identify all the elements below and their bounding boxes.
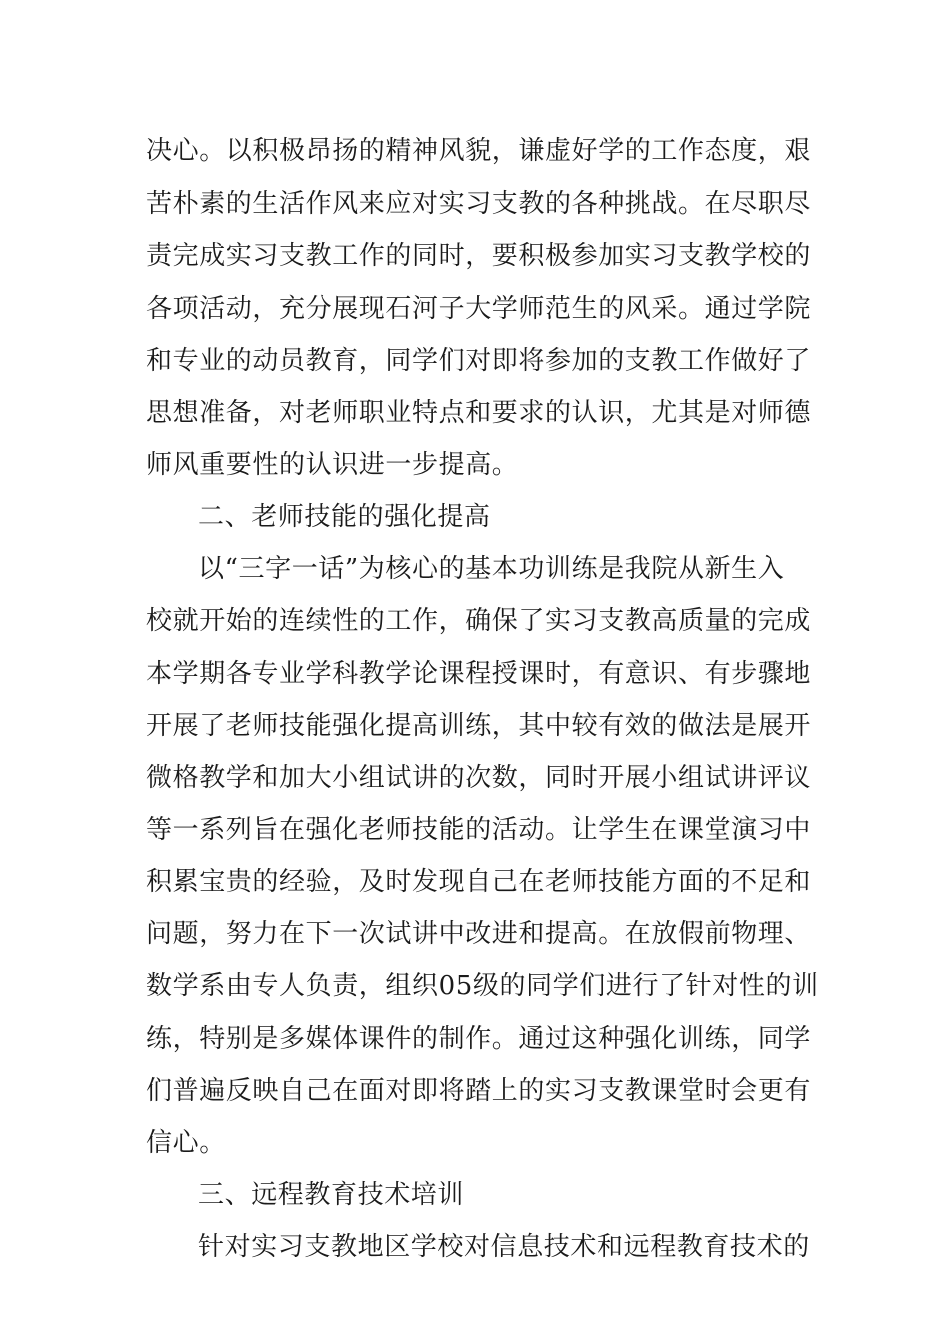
section-heading: 三、远程教育技术培训 xyxy=(198,1180,465,1210)
paragraph-line: 开展了老师技能强化提高训练，其中较有效的做法是展开 xyxy=(146,711,812,741)
paragraph-line: 数学系由专人负责，组织05级的同学们进行了针对性的训 xyxy=(146,971,819,1001)
paragraph-line: 责完成实习支教工作的同时，要积极参加实习支教学校的 xyxy=(146,241,812,271)
paragraph-line: 和专业的动员教育，同学们对即将参加的支教工作做好了 xyxy=(146,346,812,376)
paragraph-line: 苦朴素的生活作风来应对实习支教的各种挑战。在尽职尽 xyxy=(146,189,812,219)
paragraph-line: 各项活动，充分展现石河子大学师范生的风采。通过学院 xyxy=(146,294,812,324)
paragraph-line: 问题，努力在下一次试讲中改进和提高。在放假前物理、 xyxy=(146,919,812,949)
paragraph-line: 针对实习支教地区学校对信息技术和远程教育技术的 xyxy=(198,1232,810,1262)
paragraph-line: 决心。以积极昂扬的精神风貌，谦虚好学的工作态度，艰 xyxy=(146,136,812,166)
paragraph-line: 思想准备，对老师职业特点和要求的认识，尤其是对师德 xyxy=(146,398,812,428)
section-heading: 二、老师技能的强化提高 xyxy=(198,502,491,532)
paragraph-line: 信心。 xyxy=(146,1128,226,1158)
paragraph-line: 校就开始的连续性的工作，确保了实习支教高质量的完成 xyxy=(146,606,812,636)
paragraph-line: 们普遍反映自己在面对即将踏上的实习支教课堂时会更有 xyxy=(146,1076,812,1106)
paragraph-line: 微格教学和加大小组试讲的次数，同时开展小组试讲评议 xyxy=(146,763,812,793)
paragraph-line: 本学期各专业学科教学论课程授课时，有意识、有步骤地 xyxy=(146,659,812,689)
paragraph-line: 积累宝贵的经验，及时发现自己在老师技能方面的不足和 xyxy=(146,867,812,897)
paragraph-line: 师风重要性的认识进一步提高。 xyxy=(146,450,519,480)
paragraph-line: 练，特别是多媒体课件的制作。通过这种强化训练，同学 xyxy=(146,1024,812,1054)
paragraph-line: 等一系列旨在强化老师技能的活动。让学生在课堂演习中 xyxy=(146,815,812,845)
paragraph-line: 以“三字一话”为核心的基本功训练是我院从新生入 xyxy=(198,554,785,584)
